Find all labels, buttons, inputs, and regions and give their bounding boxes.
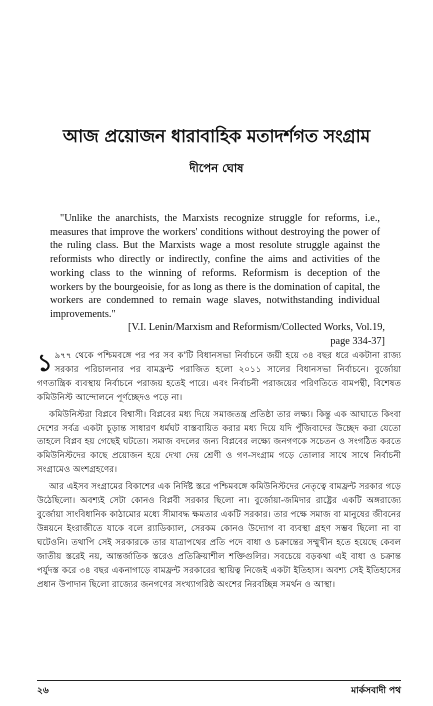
- body-paragraph-2: কমিউনিস্টরা বিপ্লবে বিশ্বাসী। বিপ্লবের মধ্য দিয়ে সমাজতন্ত্র প্রতিষ্ঠা তার লক্ষ্য। কিন্তু এক আঘাতে কিংবা দেশের সর্বত্র একটা চূড়ান্ত সাধারণ ধর্মঘট বাস্তবায়িত করার মধ্য দিয়ে যদি পুঁজিবাদের উচ্ছেদ করা যেতো তাহলে বিপ্লব হয় গেছেই ঘটতো। সমাজ বদলের জন্য বিপ্লবের লক্ষ্যে জনগণকে সচেতন ও সংগঠিত করতে কমিউনিস্টদের কাছে প্রয়োজন হয়ে দেখা দেয় শ্রেণী ও গণ-সংগ্রাম গড়ে তোলার সাথে সাথে নির্বাচনী সংগ্রামেও অংশগ্রহণের।: [37, 409, 401, 476]
- page-footer: [37, 680, 401, 696]
- body-paragraph-1-text: ৯৭৭ থেকে পশ্চিমবঙ্গে পর পর সব ক'টি বিধানসভা নির্বাচনে জয়ী হয়ে ৩৪ বছর ধরে একটানা রাজ্য সরকার পরিচালনার পর বামফ্রন্ট পরাজিত হলো ২০১১ সালের বিধানসভা নির্বাচনে। বুর্জোয়া গণতান্ত্রিক ব্যবস্থায় নির্বাচনে পরাজয় হতেই পারে। এবং নির্বাচনী পরাজয়ের পরিণতিতে বামপন্থী, বিশেষত কমিউনিস্ট আন্দোলনে পূর্ণচ্ছেদও পড়ে না।: [37, 351, 401, 403]
- article-title: আজ প্রয়োজন ধারাবাহিক মতাদর্শগত সংগ্রাম: [62, 127, 371, 147]
- body-paragraph-1: [37, 350, 401, 406]
- page-number: ২৬: [37, 686, 49, 696]
- epigraph-text: "Unlike the anarchists, the Marxists recognize struggle for reforms, i.e., measures that improve the workers' conditions without destroying the power of the ruling class. But the Marxists wage a most resolute struggle against the reformists who directly or indirectly, confine the aims and activities of the working class to the winning of reforms. Reformism is deception of the workers by the bourgeoisie, for as long as there is the domination of capital, the workers are condemned to remain wage slaves, notwithstanding individual improvements.": [50, 213, 380, 320]
- journal-name: মার্কসবাদী পথ: [351, 686, 401, 696]
- body-paragraph-3: আর এইসব সংগ্রামের বিকাশের এক নির্দিষ্ট স্তরে পশ্চিমবঙ্গে কমিউনিস্টদের নেতৃত্বে বামফ্রন্ট সরকার গড়ে উঠেছিলো। অবশ্যই সেটা কোনও বিপ্লবী সরকার ছিলো না। বুর্জোয়া-জমিদার রাষ্ট্রের একটি অঙ্গরাজ্যে বুর্জোয়া সাংবিধানিক কাঠামোর মধ্যে সীমাবদ্ধ ক্ষমতার একটি সরকার। তার পক্ষে সমাজ বা মানুষের জীবনের উন্নয়নে ইংরাজীতে যাকে বলে র‍্যাডিক্যাল, সেরকম কোনও উদ্যোগ বা ব্যবস্থা গ্রহণ সম্ভব ছিলো না বা ঘটেওনি। তথাপি সেই সরকারকে তার যাত্রাপথের প্রতি পদে বাধা ও চক্রান্তের সম্মুখীন হতে হয়েছে কেবল জাতীয় স্তরেই নয়, আন্তর্জাতিক স্তরেও প্রতিক্রিয়াশীল শক্তিগুলির। সবচেয়ে বড়কথা এই বাধা ও চক্রান্ত পর্যুদস্ত করে ৩৪ বছর একনাগাড়ে বামফ্রন্ট সরকারের স্থায়িত্ব নিজেই একটা ইতিহাস। অবশ্য সেই ইতিহাসের প্রধান উপাদান ছিলো রাজ্যের জনগণের সংখ্যাগরিষ্ঠ অংশের নিরবচ্ছিন্ন সমর্থন ও আস্থা।: [37, 482, 401, 590]
- epigraph-quote: [50, 212, 380, 322]
- epigraph-citation: [V.I. Lenin/Marxism and Reformism/Collected Works, Vol.19, page 334-37]: [128, 322, 385, 347]
- article-body: [37, 350, 401, 595]
- drop-cap: ১: [37, 349, 53, 377]
- article-author: দীপেন ঘোষ: [189, 161, 244, 175]
